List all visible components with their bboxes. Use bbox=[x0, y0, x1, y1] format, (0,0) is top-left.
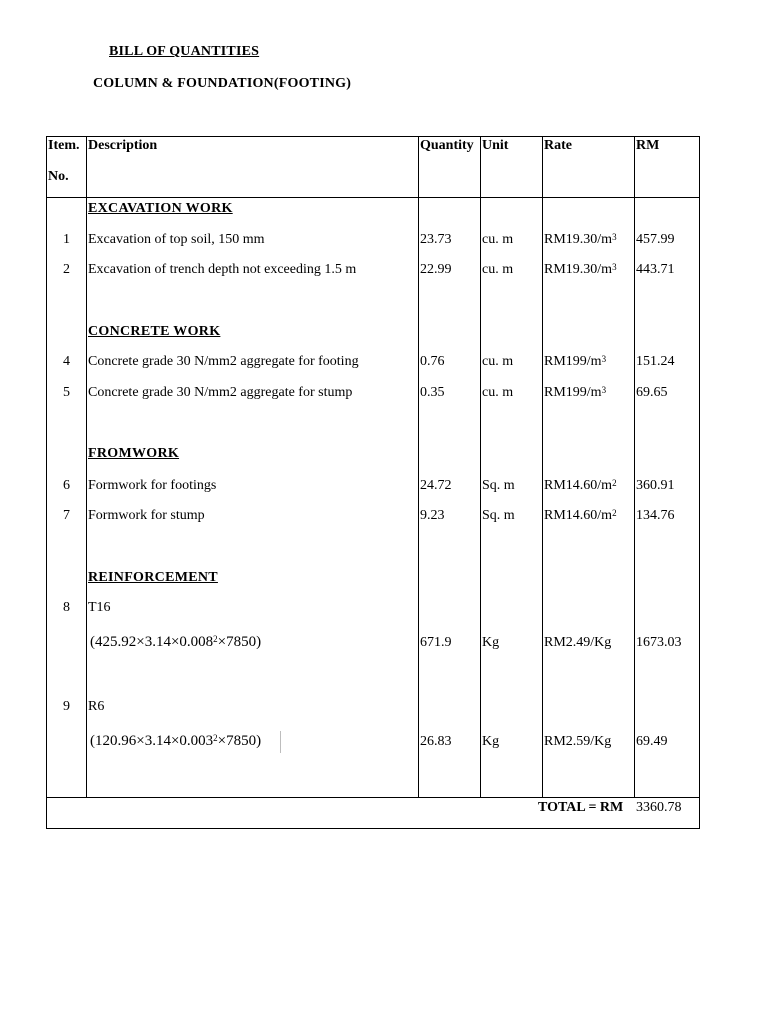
total-label: TOTAL = RM bbox=[538, 800, 624, 815]
row-description: Formwork for stump bbox=[88, 508, 205, 523]
row-item-number: 4 bbox=[63, 354, 70, 369]
row-amount: 360.91 bbox=[636, 478, 675, 493]
section-heading-excavation: EXCAVATION WORK bbox=[88, 201, 233, 216]
row-rate: RM2.49/Kg bbox=[544, 635, 612, 650]
row-rate: $RM199/m^3$ bbox=[544, 385, 607, 400]
row-amount: 69.65 bbox=[636, 385, 668, 400]
section-heading-concrete: CONCRETE WORK bbox=[88, 324, 221, 339]
row-item-number: 8 bbox=[63, 600, 70, 615]
row-unit: cu. m bbox=[482, 354, 514, 369]
row-unit: Sq. m bbox=[482, 478, 515, 493]
row-quantity: 22.99 bbox=[420, 262, 452, 277]
row-calculation-formula: $(425.92\times 3.14\times 0.008^2\times 7850)$ bbox=[90, 634, 262, 650]
row-rate: $RM19.30/m^3$ bbox=[544, 262, 617, 277]
header-divider bbox=[46, 197, 700, 198]
row-item-number: 6 bbox=[63, 478, 70, 493]
document-subtitle: COLUMN & FOUNDATION(FOOTING) bbox=[93, 76, 352, 91]
header-item: Item. bbox=[48, 138, 80, 153]
section-heading-formwork: FROMWORK bbox=[88, 446, 180, 461]
header-rate: Rate bbox=[544, 138, 572, 153]
column-divider bbox=[634, 136, 635, 798]
row-unit: cu. m bbox=[482, 385, 514, 400]
row-item-number: 7 bbox=[63, 508, 70, 523]
row-unit: Kg bbox=[482, 734, 500, 749]
row-rate: $RM14.60/m^2$ bbox=[544, 508, 617, 523]
text-cursor bbox=[280, 731, 281, 753]
row-amount: 134.76 bbox=[636, 508, 675, 523]
total-value: 3360.78 bbox=[636, 800, 682, 815]
row-rate: RM2.59/Kg bbox=[544, 734, 612, 749]
row-rate: $RM19.30/m^3$ bbox=[544, 232, 617, 247]
row-amount: 69.49 bbox=[636, 734, 668, 749]
row-rate: $RM14.60/m^2$ bbox=[544, 478, 617, 493]
row-description: T16 bbox=[88, 600, 111, 615]
row-item-number: 1 bbox=[63, 232, 70, 247]
row-description: Concrete grade 30 N/mm2 aggregate for footing bbox=[88, 354, 359, 369]
row-item-number: 2 bbox=[63, 262, 70, 277]
row-description: R6 bbox=[88, 699, 105, 714]
document-title: BILL OF QUANTITIES bbox=[109, 44, 260, 59]
row-unit: Sq. m bbox=[482, 508, 515, 523]
row-rate: $RM199/m^3$ bbox=[544, 354, 607, 369]
total-divider bbox=[46, 797, 700, 798]
row-item-number: 5 bbox=[63, 385, 70, 400]
row-description: Concrete grade 30 N/mm2 aggregate for stump bbox=[88, 385, 353, 400]
header-description: Description bbox=[88, 138, 158, 153]
row-quantity: 0.76 bbox=[420, 354, 445, 369]
header-item-no: No. bbox=[48, 169, 69, 184]
row-item-number: 9 bbox=[63, 699, 70, 714]
row-unit: cu. m bbox=[482, 262, 514, 277]
row-quantity: 9.23 bbox=[420, 508, 445, 523]
column-divider bbox=[480, 136, 481, 798]
row-quantity: 23.73 bbox=[420, 232, 452, 247]
header-rm: RM bbox=[636, 138, 660, 153]
row-amount: 457.99 bbox=[636, 232, 675, 247]
column-divider bbox=[86, 136, 87, 798]
row-quantity: 24.72 bbox=[420, 478, 452, 493]
row-quantity: 26.83 bbox=[420, 734, 452, 749]
row-unit: cu. m bbox=[482, 232, 514, 247]
row-description: Excavation of trench depth not exceeding 1.5 m bbox=[88, 262, 357, 277]
column-divider bbox=[542, 136, 543, 798]
row-description: Excavation of top soil, 150 mm bbox=[88, 232, 265, 247]
row-calculation-formula: $(120.96\times 3.14\times 0.003^2\times 7850)$ bbox=[90, 733, 262, 749]
header-unit: Unit bbox=[482, 138, 509, 153]
section-heading-reinforcement: REINFORCEMENT bbox=[88, 570, 218, 585]
column-divider bbox=[418, 136, 419, 798]
row-amount: 443.71 bbox=[636, 262, 675, 277]
row-unit: Kg bbox=[482, 635, 500, 650]
row-amount: 151.24 bbox=[636, 354, 675, 369]
row-quantity: 671.9 bbox=[420, 635, 452, 650]
header-quantity: Quantity bbox=[420, 138, 474, 153]
row-amount: 1673.03 bbox=[636, 635, 682, 650]
row-quantity: 0.35 bbox=[420, 385, 445, 400]
row-description: Formwork for footings bbox=[88, 478, 217, 493]
